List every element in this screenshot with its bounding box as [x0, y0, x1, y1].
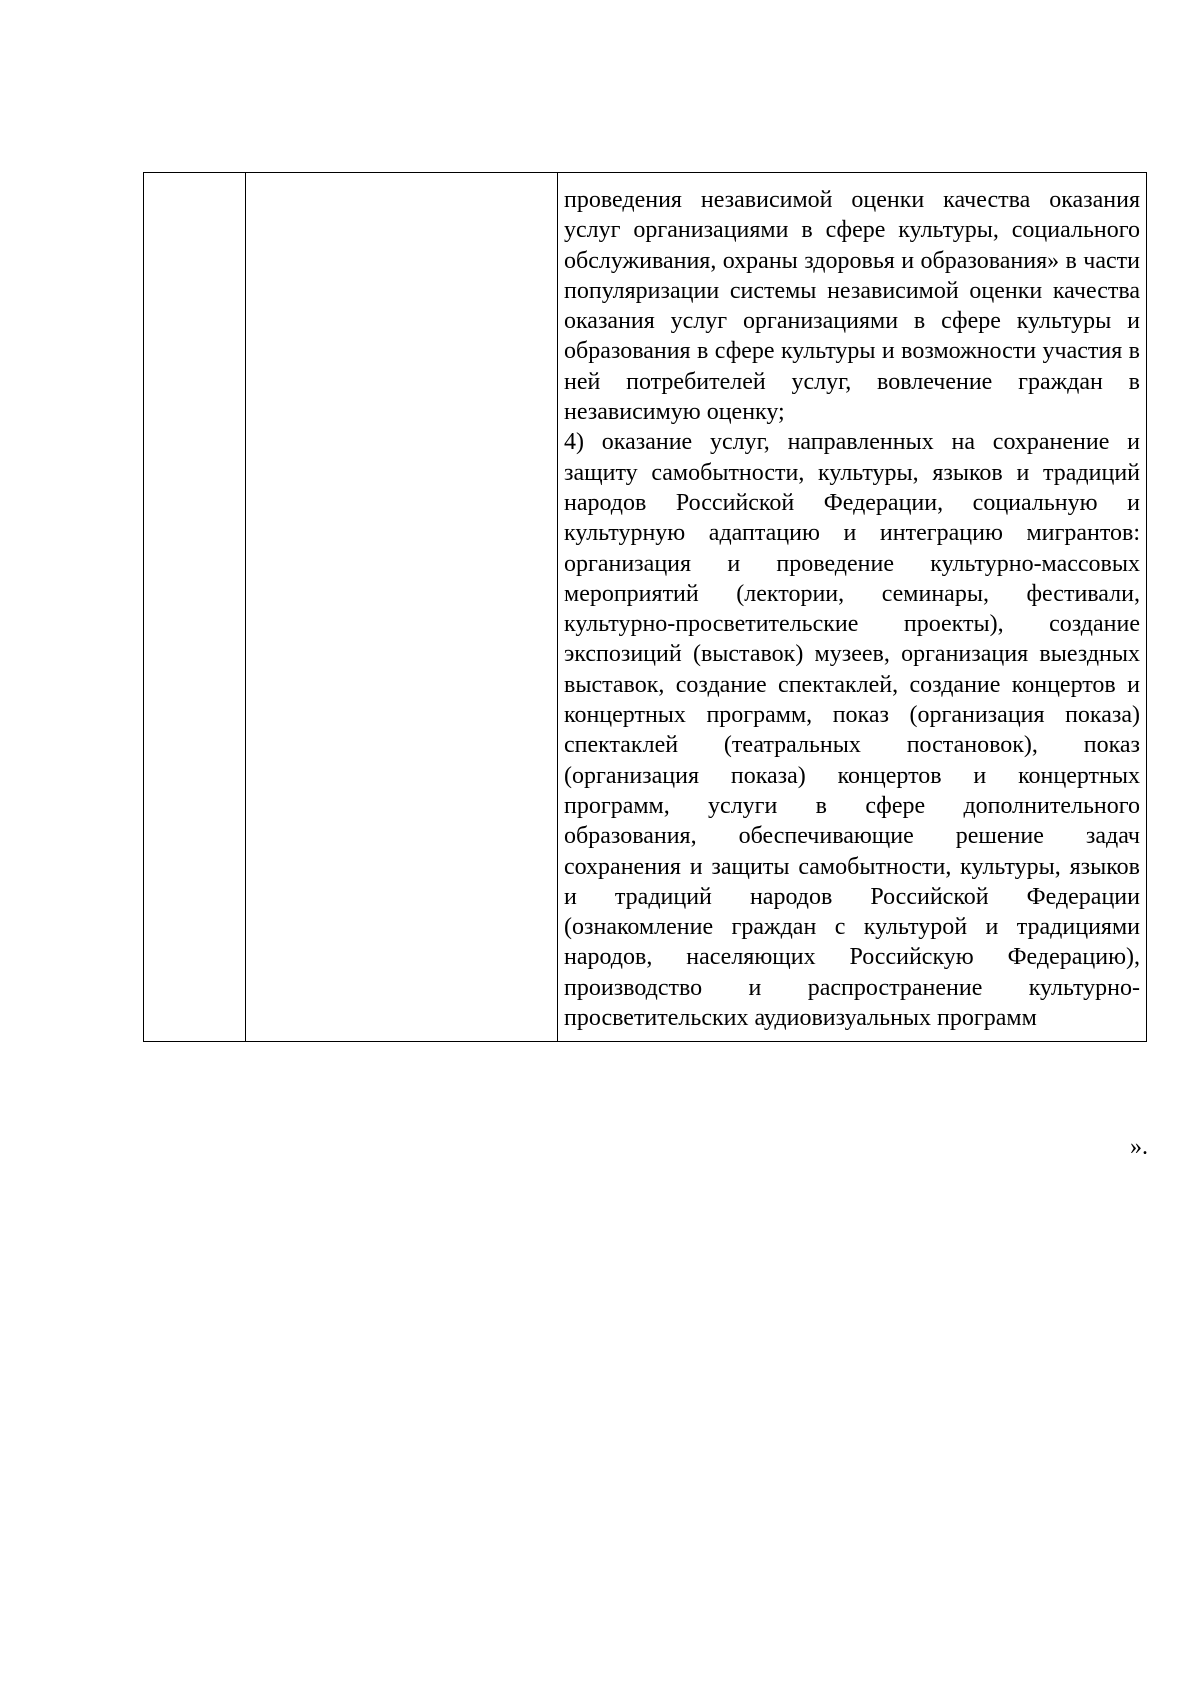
cell-text	[558, 173, 1146, 1041]
paragraph: проведения независимой оценки качества оказания услуг организациями в сфере культуры, социального обслуживания, охраны здоровья и образования» в части популяризации системы независимой оценки качества оказания услуг организациями в сфере культуры и образования в сфере культуры и возможности участия в ней потребителей услуг, вовлечение граждан в независимую оценку;	[564, 187, 1140, 426]
table-row	[144, 173, 1147, 1042]
paragraph: 4) оказание услуг, направленных на сохранение и защиту самобытности, культуры, языков и традиций народов Российской Федерации, социальную и культурную адаптацию и интеграцию мигрантов: организация и проведение культурно-массовых мероприятий (лектории, семинары, фестивали, культурно-просветительские проекты), создание экспозиций (выставок) музеев, организация выездных выставок, создание спектаклей, создание концертов и концертных программ, показ (организация показа) спектаклей (театральных постановок), показ (организация показа) концертов и концертных программ, услуги в сфере дополнительного образования, обеспечивающие решение задач сохранения и защиты самобытности, культуры, языков и традиций народов Российской Федерации (ознакомление граждан с культурой и традициями народов, населяющих Российскую Федерацию), производство и распространение культурно-просветительских аудиовизуальных программ	[564, 429, 1140, 1032]
table-cell-description	[558, 173, 1147, 1042]
table-cell-name	[246, 173, 558, 1042]
table-cell-number	[144, 173, 246, 1042]
closing-quote-mark: ».	[1130, 1134, 1148, 1160]
document-table	[143, 172, 1147, 1042]
